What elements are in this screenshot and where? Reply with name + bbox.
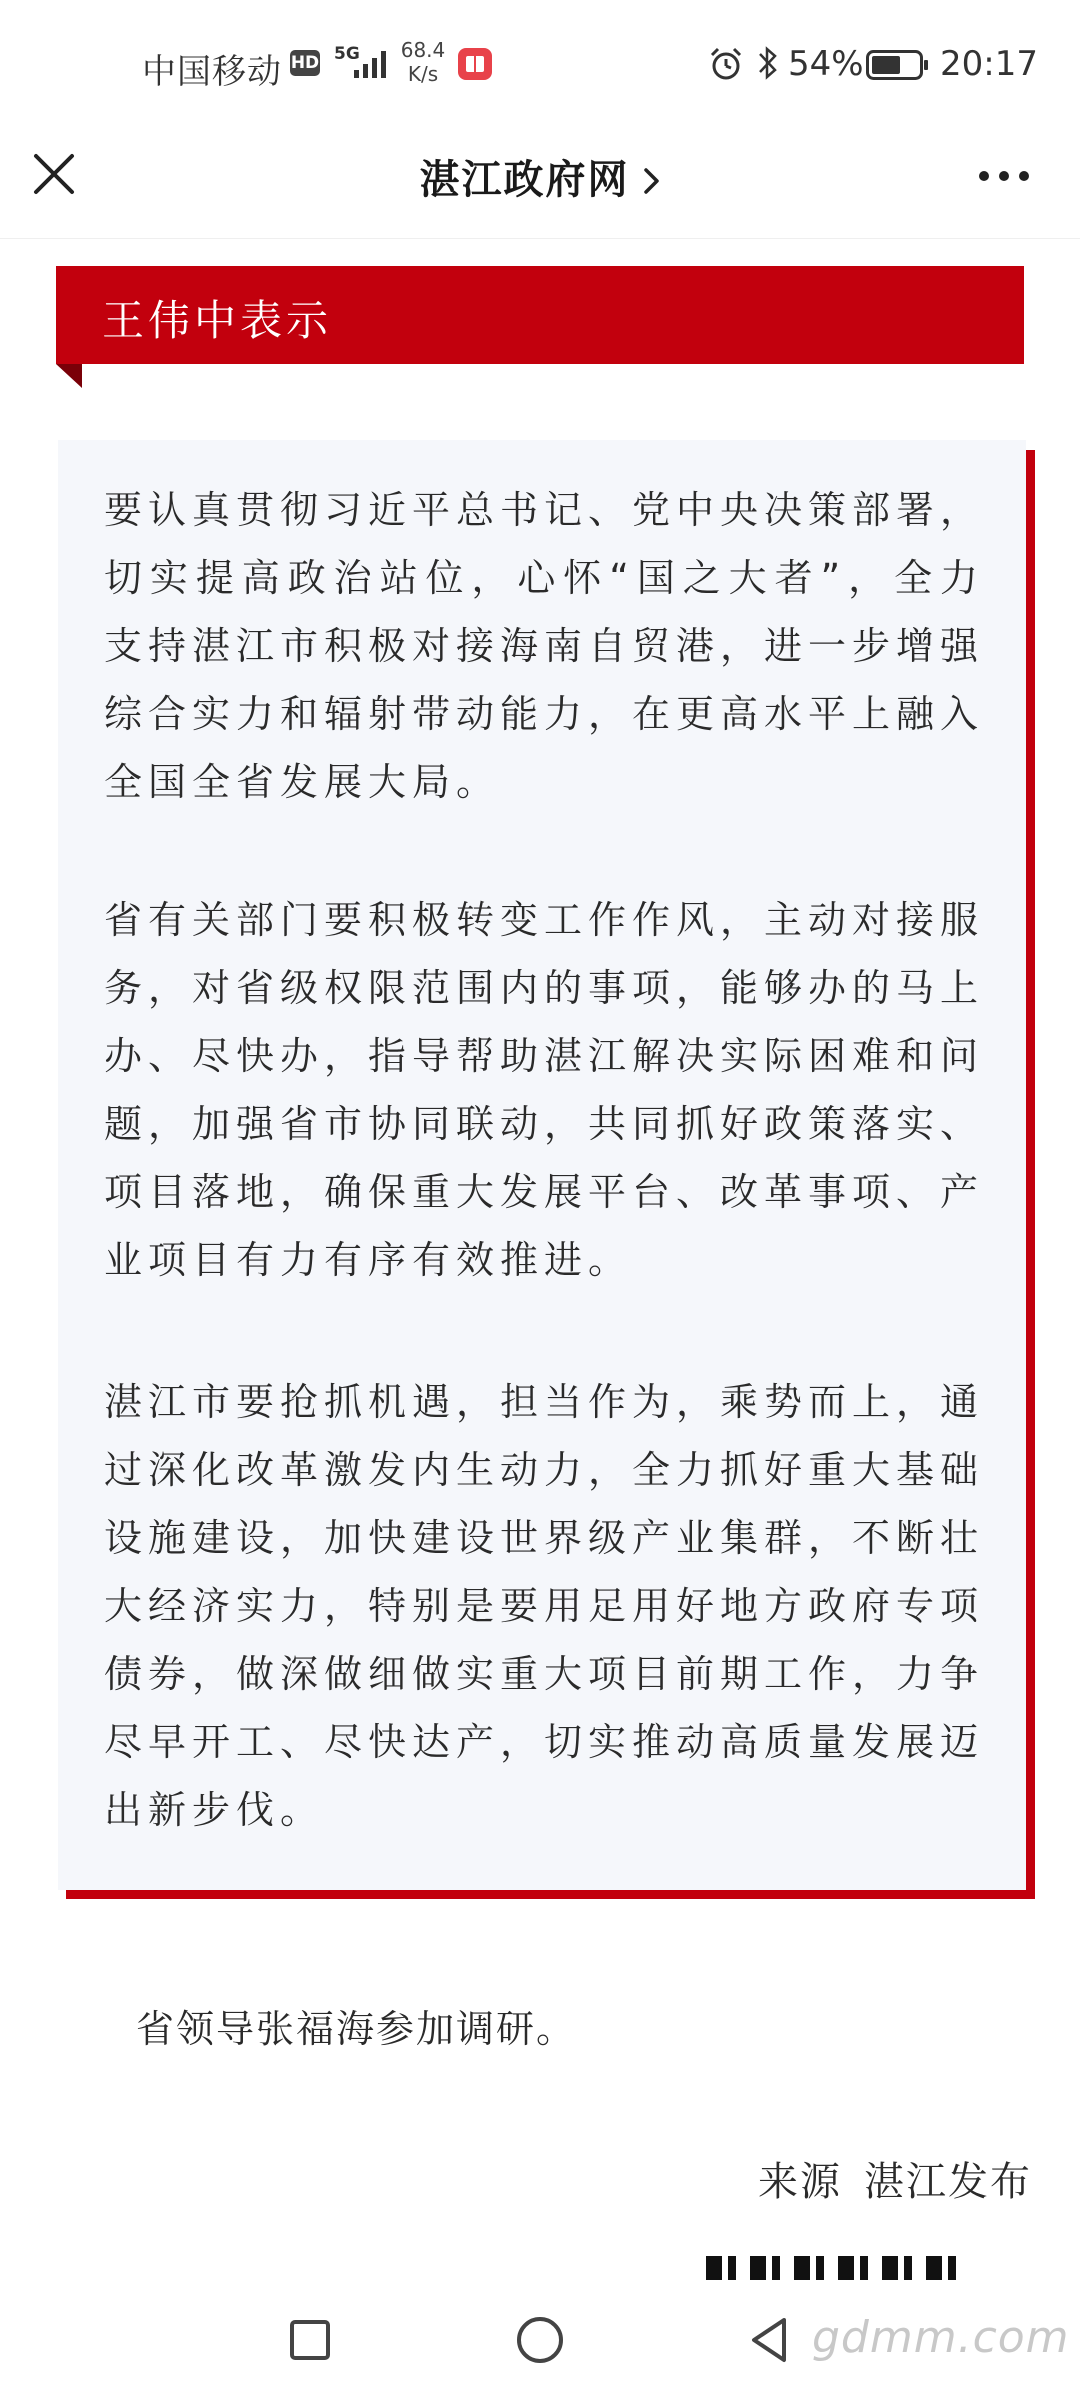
source-line — [758, 2150, 1032, 2207]
clock-time: 20:17 — [940, 44, 1038, 84]
carrier-name: 中国移动 — [142, 52, 282, 92]
hd-badge: HD — [290, 50, 320, 76]
triangle-back-icon[interactable] — [740, 2310, 800, 2370]
section-banner-fold — [56, 364, 82, 388]
status-bar — [0, 0, 1080, 130]
quote-box — [58, 440, 1026, 1890]
more-horizontal-icon[interactable] — [976, 166, 1032, 186]
network-type: 5G — [334, 44, 360, 64]
signal-icon — [352, 48, 392, 80]
article-body-text: 省领导张福海参加调研。 — [136, 2007, 577, 2051]
section-banner — [56, 266, 1024, 364]
network-speed-unit: K/s — [407, 62, 439, 86]
square-icon[interactable] — [280, 2310, 340, 2370]
quote-paragraph: 省有关部门要积极转变工作作风，主动对接服务，对省级权限范围内的事项，能够办的马上办、尽快办，指导帮助湛江解决实际困难和问题，加强省市协同联动，共同抓好政策落实、项目落地，确保重大发展平台、改革事项、产业项目有力有序有效推进。 — [104, 898, 985, 1282]
account-title-link[interactable] — [0, 148, 1080, 205]
quote-paragraph: 湛江市要抢抓机遇，担当作为，乘势而上，通过深化改革激发内生动力，全力抓好重大基础设施建设，加快建设世界级产业集群，不断壮大经济实力，特别是要用足用好地方政府专项债券，做深做细做实重大项目前期工作，力争尽早开工、尽快达产，切实推动高质量发展迈出新步伐。 — [104, 1380, 985, 1832]
network-speed — [398, 38, 448, 86]
notification-app-icon — [458, 48, 492, 80]
source-name: 湛江发布 — [864, 2159, 1032, 2205]
alarm-icon — [708, 46, 744, 82]
bluetooth-icon — [756, 44, 780, 82]
battery-icon — [866, 50, 930, 80]
quote-paragraph: 要认真贯彻习近平总书记、党中央决策部署，切实提高政治站位，心怀“国之大者”，全力支持湛江市积极对接海南自贸港，进一步增强综合实力和辐射带动能力，在更高水平上融入全国全省发展大局。 — [104, 488, 985, 804]
account-title: 湛江政府网 — [419, 157, 630, 203]
section-title: 王伟中表示 — [102, 296, 333, 345]
quote-border-right — [1026, 450, 1035, 1898]
watermark-text: gdmm.com — [812, 2312, 1070, 2363]
circle-icon[interactable] — [510, 2310, 570, 2370]
battery-percent: 54% — [788, 44, 864, 84]
quote-border-bottom — [66, 1890, 1035, 1899]
network-speed-value: 68.4 — [400, 38, 446, 62]
source-label: 来源 — [758, 2159, 842, 2205]
chevron-right-icon — [643, 167, 661, 195]
top-nav-bar — [0, 130, 1080, 239]
